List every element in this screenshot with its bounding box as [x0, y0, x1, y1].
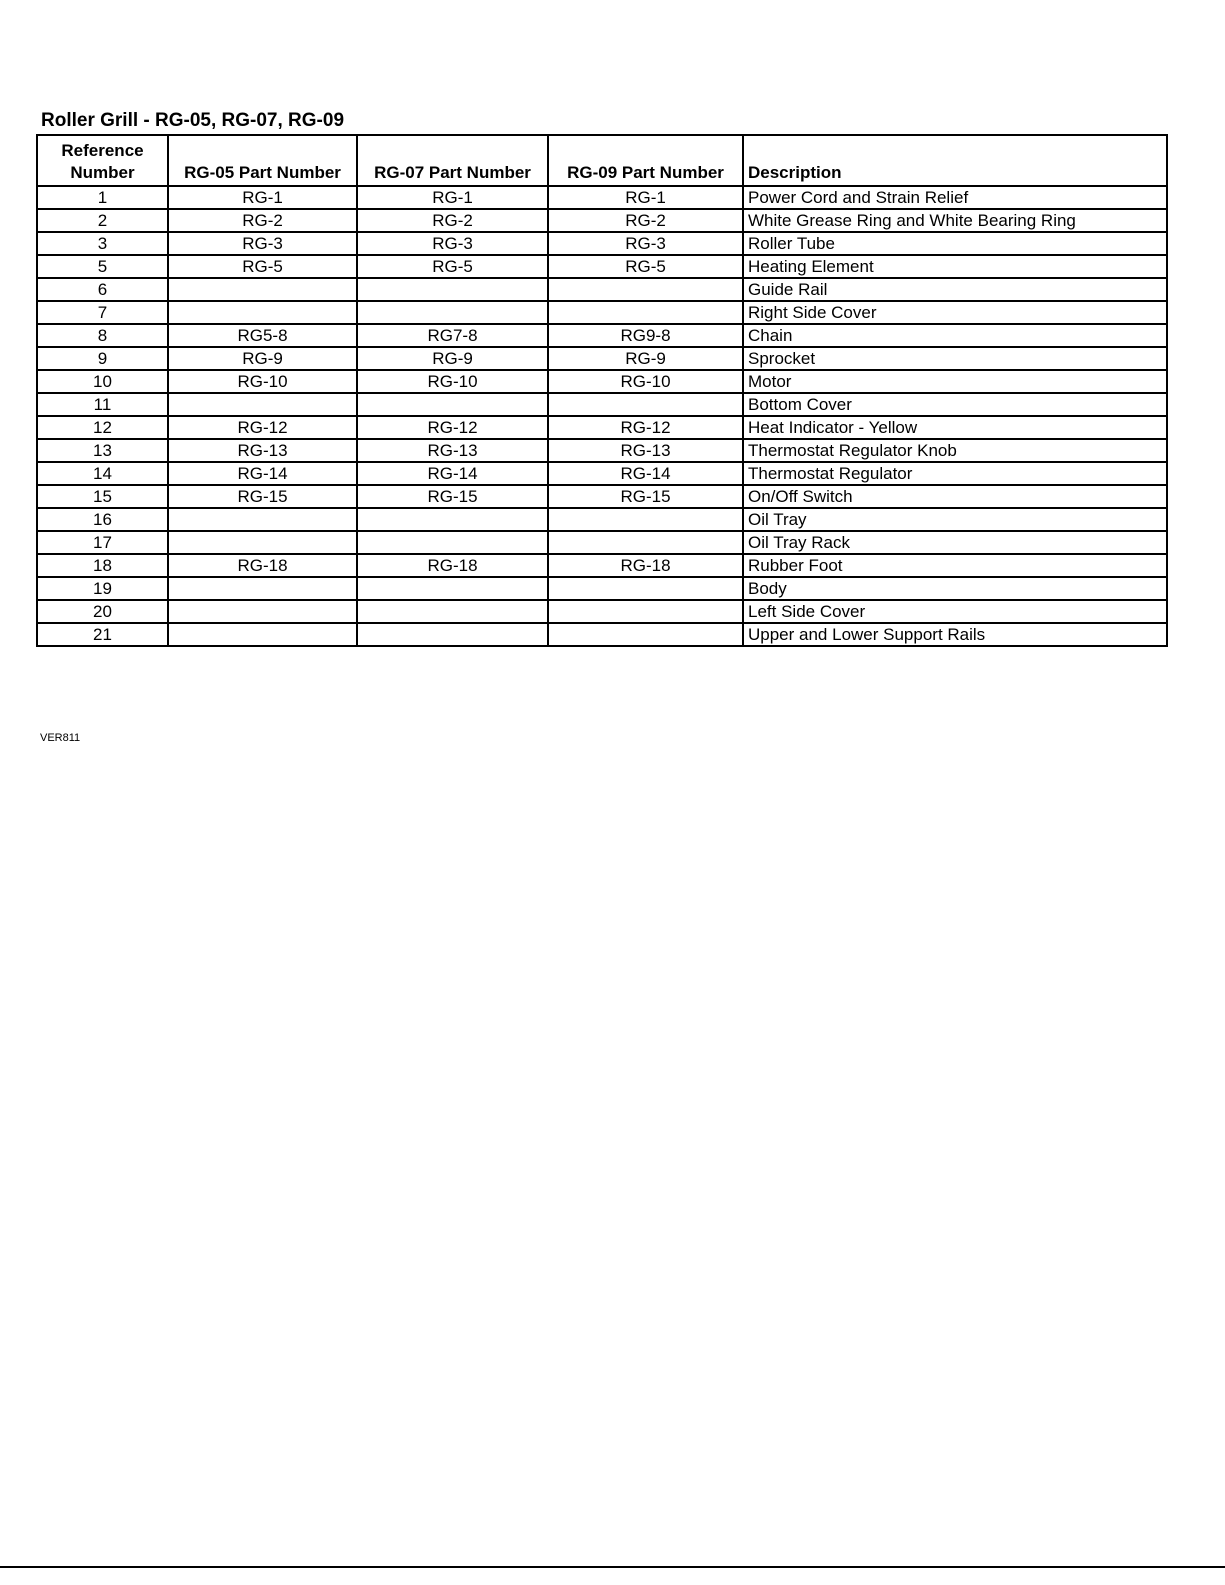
cell-description: Power Cord and Strain Relief — [743, 186, 1167, 209]
page-title: Roller Grill - RG-05, RG-07, RG-09 — [41, 110, 345, 131]
cell-reference-number: 1 — [37, 186, 168, 209]
table-row — [37, 577, 1167, 600]
cell-rg05-part-number: RG-12 — [168, 416, 357, 439]
cell-description: Upper and Lower Support Rails — [743, 623, 1167, 646]
cell-rg07-part-number: RG-15 — [357, 485, 548, 508]
table-row — [37, 232, 1167, 255]
cell-description: Oil Tray Rack — [743, 531, 1167, 554]
header-rg05-part-number: RG-05 Part Number — [168, 135, 357, 186]
cell-rg05-part-number — [168, 577, 357, 600]
header-rg09-part-number: RG-09 Part Number — [548, 135, 743, 186]
cell-rg09-part-number: RG-9 — [548, 347, 743, 370]
bottom-rule — [0, 1566, 1225, 1568]
table-row — [37, 370, 1167, 393]
cell-reference-number: 16 — [37, 508, 168, 531]
cell-rg05-part-number: RG-10 — [168, 370, 357, 393]
cell-reference-number: 5 — [37, 255, 168, 278]
cell-rg05-part-number — [168, 600, 357, 623]
cell-description: Heating Element — [743, 255, 1167, 278]
cell-rg09-part-number: RG-2 — [548, 209, 743, 232]
cell-description: Thermostat Regulator Knob — [743, 439, 1167, 462]
cell-reference-number: 6 — [37, 278, 168, 301]
cell-rg07-part-number — [357, 393, 548, 416]
table-row — [37, 186, 1167, 209]
cell-rg05-part-number — [168, 623, 357, 646]
header-reference-line1: Reference — [61, 141, 144, 160]
cell-rg05-part-number: RG-14 — [168, 462, 357, 485]
cell-reference-number: 19 — [37, 577, 168, 600]
cell-description: Bottom Cover — [743, 393, 1167, 416]
cell-description: White Grease Ring and White Bearing Ring — [743, 209, 1167, 232]
cell-reference-number: 2 — [37, 209, 168, 232]
cell-rg09-part-number — [548, 278, 743, 301]
cell-rg09-part-number: RG-18 — [548, 554, 743, 577]
cell-rg05-part-number: RG-18 — [168, 554, 357, 577]
table-row — [37, 301, 1167, 324]
cell-rg07-part-number — [357, 600, 548, 623]
cell-description: Thermostat Regulator — [743, 462, 1167, 485]
cell-description: Heat Indicator - Yellow — [743, 416, 1167, 439]
cell-reference-number: 17 — [37, 531, 168, 554]
cell-rg07-part-number: RG-14 — [357, 462, 548, 485]
cell-rg07-part-number: RG-5 — [357, 255, 548, 278]
cell-reference-number: 21 — [37, 623, 168, 646]
parts-table-body — [37, 186, 1167, 646]
cell-reference-number: 20 — [37, 600, 168, 623]
table-row — [37, 439, 1167, 462]
cell-description: Guide Rail — [743, 278, 1167, 301]
cell-reference-number: 13 — [37, 439, 168, 462]
table-header-row — [37, 135, 1167, 186]
table-row — [37, 623, 1167, 646]
cell-rg09-part-number: RG9-8 — [548, 324, 743, 347]
cell-rg07-part-number: RG-12 — [357, 416, 548, 439]
cell-description: Oil Tray — [743, 508, 1167, 531]
cell-rg09-part-number: RG-10 — [548, 370, 743, 393]
table-row — [37, 255, 1167, 278]
version-label: VER811 — [40, 732, 81, 744]
cell-rg07-part-number: RG-2 — [357, 209, 548, 232]
parts-table — [36, 134, 1168, 647]
cell-rg09-part-number — [548, 531, 743, 554]
cell-rg05-part-number: RG-2 — [168, 209, 357, 232]
cell-rg05-part-number: RG-1 — [168, 186, 357, 209]
cell-rg09-part-number — [548, 577, 743, 600]
table-row — [37, 531, 1167, 554]
cell-rg07-part-number: RG-10 — [357, 370, 548, 393]
cell-rg09-part-number: RG-14 — [548, 462, 743, 485]
cell-reference-number: 7 — [37, 301, 168, 324]
cell-rg05-part-number: RG-13 — [168, 439, 357, 462]
cell-rg07-part-number — [357, 531, 548, 554]
cell-rg05-part-number: RG5-8 — [168, 324, 357, 347]
cell-rg05-part-number: RG-9 — [168, 347, 357, 370]
table-row — [37, 393, 1167, 416]
cell-description: Right Side Cover — [743, 301, 1167, 324]
cell-rg09-part-number: RG-1 — [548, 186, 743, 209]
cell-rg09-part-number: RG-3 — [548, 232, 743, 255]
cell-rg05-part-number — [168, 278, 357, 301]
cell-rg05-part-number: RG-5 — [168, 255, 357, 278]
table-row — [37, 554, 1167, 577]
table-row — [37, 209, 1167, 232]
cell-rg07-part-number — [357, 508, 548, 531]
cell-rg07-part-number — [357, 577, 548, 600]
cell-description: Rubber Foot — [743, 554, 1167, 577]
cell-rg07-part-number — [357, 278, 548, 301]
cell-rg09-part-number: RG-5 — [548, 255, 743, 278]
cell-rg09-part-number — [548, 508, 743, 531]
table-row — [37, 324, 1167, 347]
header-rg07-part-number: RG-07 Part Number — [357, 135, 548, 186]
cell-rg07-part-number — [357, 301, 548, 324]
cell-rg09-part-number — [548, 393, 743, 416]
table-row — [37, 278, 1167, 301]
header-description: Description — [743, 135, 1167, 186]
cell-rg05-part-number — [168, 301, 357, 324]
cell-reference-number: 10 — [37, 370, 168, 393]
cell-reference-number: 15 — [37, 485, 168, 508]
cell-rg05-part-number: RG-3 — [168, 232, 357, 255]
cell-rg07-part-number: RG7-8 — [357, 324, 548, 347]
cell-description: Left Side Cover — [743, 600, 1167, 623]
cell-rg09-part-number — [548, 623, 743, 646]
table-row — [37, 508, 1167, 531]
cell-reference-number: 9 — [37, 347, 168, 370]
table-row — [37, 600, 1167, 623]
cell-rg07-part-number: RG-18 — [357, 554, 548, 577]
cell-rg05-part-number: RG-15 — [168, 485, 357, 508]
cell-reference-number: 14 — [37, 462, 168, 485]
cell-rg07-part-number: RG-9 — [357, 347, 548, 370]
cell-rg05-part-number — [168, 393, 357, 416]
cell-description: Sprocket — [743, 347, 1167, 370]
cell-rg07-part-number: RG-1 — [357, 186, 548, 209]
header-reference-number — [37, 135, 168, 186]
cell-description: Chain — [743, 324, 1167, 347]
table-row — [37, 485, 1167, 508]
table-row — [37, 347, 1167, 370]
cell-reference-number: 11 — [37, 393, 168, 416]
cell-rg09-part-number — [548, 301, 743, 324]
cell-description: Motor — [743, 370, 1167, 393]
cell-reference-number: 8 — [37, 324, 168, 347]
cell-rg07-part-number — [357, 623, 548, 646]
cell-description: Body — [743, 577, 1167, 600]
cell-description: Roller Tube — [743, 232, 1167, 255]
cell-rg07-part-number: RG-13 — [357, 439, 548, 462]
cell-rg09-part-number: RG-13 — [548, 439, 743, 462]
cell-reference-number: 12 — [37, 416, 168, 439]
cell-rg05-part-number — [168, 508, 357, 531]
cell-rg09-part-number: RG-15 — [548, 485, 743, 508]
cell-rg09-part-number: RG-12 — [548, 416, 743, 439]
cell-reference-number: 3 — [37, 232, 168, 255]
cell-rg05-part-number — [168, 531, 357, 554]
cell-rg07-part-number: RG-3 — [357, 232, 548, 255]
table-row — [37, 462, 1167, 485]
cell-reference-number: 18 — [37, 554, 168, 577]
cell-rg09-part-number — [548, 600, 743, 623]
cell-description: On/Off Switch — [743, 485, 1167, 508]
header-reference-line2: Number — [70, 163, 135, 182]
table-row — [37, 416, 1167, 439]
